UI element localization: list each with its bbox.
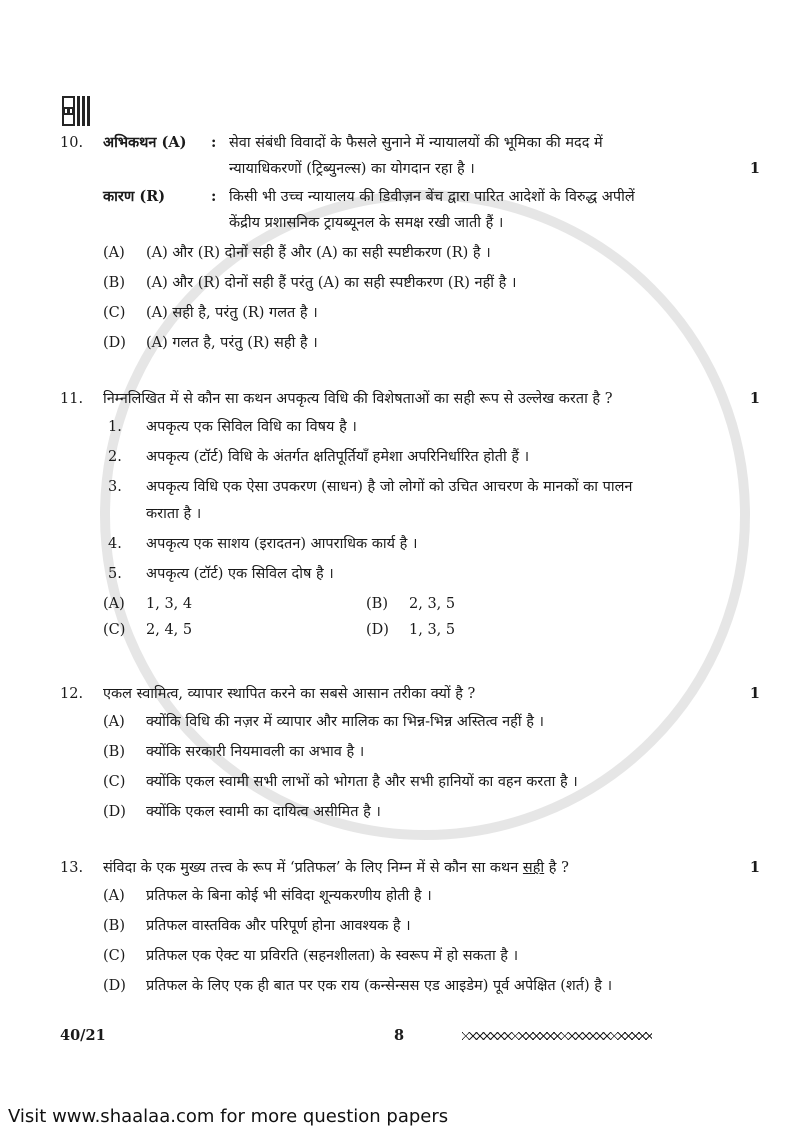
question-number: 13. — [60, 860, 84, 876]
question-text: निम्नलिखित में से कौन सा कथन अपकृत्य विधि की विशेषताओं का सही रूप से उल्लेख करता है ? — [103, 391, 613, 407]
marks: 1 — [749, 390, 760, 407]
assertion-row — [60, 133, 760, 179]
question-number: 11. — [60, 391, 84, 407]
option-c — [103, 946, 760, 966]
option-c — [103, 303, 760, 323]
question-text-part: संविदा के एक मुख्य तत्त्व के रूप में ‘प्रतिफल’ के लिए निम्न में से कौन सा कथन — [103, 860, 523, 876]
paper-code: 40/21 — [60, 1027, 106, 1044]
option-b — [103, 916, 760, 936]
option-text: प्रतिफल के लिए एक ही बात पर एक राय (कन्सेन्सस एड आइडेम) पूर्व अपेक्षित (शर्त) है । — [146, 978, 613, 994]
item-key: 2. — [108, 449, 122, 465]
option-key: (D) — [103, 335, 126, 351]
assertion-line: न्यायाधिकरणों (ट्रिब्युनल्स) का योगदान रहा है । — [229, 161, 475, 177]
option-key: (C) — [103, 622, 126, 638]
item-text: अपकृत्य (टॉर्ट) विधि के अंतर्गत क्षतिपूर्तियाँ हमेशा अपरिनिर्धारित होती हैं । — [146, 449, 530, 465]
option-a — [103, 886, 760, 906]
question-13 — [60, 858, 760, 996]
wavy-line-divider — [462, 1032, 652, 1040]
option-key: (D) — [103, 978, 126, 994]
reason-line: किसी भी उच्च न्यायालय की डिवीज़न बेंच द्वारा पारित आदेशों के विरुद्ध अपीलें — [229, 189, 635, 205]
statement-3 — [103, 477, 760, 524]
option-key: (A) — [103, 888, 125, 904]
option-d — [103, 802, 760, 822]
option-text: 1, 3, 4 — [146, 596, 193, 612]
item-text: कराता है । — [146, 506, 202, 522]
option-d — [103, 976, 760, 996]
statement-2 — [103, 447, 760, 467]
option-text: क्योंकि एकल स्वामी का दायित्व असीमित है । — [146, 804, 381, 820]
option-d — [103, 333, 760, 353]
question-11 — [60, 389, 760, 648]
option-c — [103, 772, 760, 792]
option-key: (A) — [103, 714, 125, 730]
statement-1 — [103, 417, 760, 437]
visit-link[interactable]: Visit www.shaalaa.com for more question papers — [8, 1106, 449, 1127]
question-number: 12. — [60, 686, 84, 702]
underlined-word: सही — [522, 860, 545, 876]
colon: : — [211, 188, 217, 205]
question-row — [60, 684, 760, 704]
question-number: 10. — [60, 135, 84, 151]
item-key: 3. — [108, 479, 122, 495]
colon: : — [211, 134, 217, 151]
option-text: (A) और (R) दोनों सही हैं और (A) का सही स्पष्टीकरण (R) है । — [146, 245, 491, 261]
question-text — [103, 858, 730, 878]
question-row — [60, 389, 760, 409]
question-text: एकल स्वामित्व, व्यापार स्थापित करने का सबसे आसान तरीका क्यों है ? — [103, 686, 476, 702]
option-key: (B) — [103, 275, 125, 291]
option-a — [103, 243, 760, 263]
option-text: क्योंकि एकल स्वामी सभी लाभों को भोगता है और सभी हानियों का वहन करता है । — [146, 774, 578, 790]
option-text: 1, 3, 5 — [409, 622, 456, 638]
option-key: (B) — [366, 596, 388, 612]
option-text: (A) और (R) दोनों सही हैं परंतु (A) का सही स्पष्टीकरण (R) नहीं है । — [146, 275, 517, 291]
item-text: अपकृत्य विधि एक ऐसा उपकरण (साधन) है जो लोगों को उचित आचरण के मानकों का पालन — [146, 479, 633, 495]
option-key: (C) — [103, 948, 126, 964]
reason-line: केंद्रीय प्रशासनिक ट्रायब्यूनल के समक्ष रखी जाती हैं । — [229, 215, 504, 231]
option-b — [366, 594, 629, 614]
marks: 1 — [749, 160, 760, 177]
question-10 — [60, 133, 760, 353]
option-b — [103, 742, 760, 762]
option-a — [103, 594, 366, 614]
option-text: (A) सही है, परंतु (R) गलत है । — [146, 305, 318, 321]
option-key: (B) — [103, 918, 125, 934]
question-text-part: है ? — [544, 860, 569, 876]
reason-label: कारण (R) — [103, 188, 166, 205]
option-c — [103, 620, 366, 640]
statement-4 — [103, 534, 760, 554]
item-text: अपकृत्य एक सिविल विधि का विषय है । — [146, 419, 357, 435]
option-key: (D) — [103, 804, 126, 820]
page-footer — [60, 1026, 760, 1046]
item-key: 1. — [108, 419, 122, 435]
question-row — [60, 858, 760, 878]
item-text: अपकृत्य एक साशय (इरादतन) आपराधिक कार्य है । — [146, 536, 418, 552]
question-12 — [60, 684, 760, 822]
option-a — [103, 712, 760, 732]
option-b — [103, 273, 760, 293]
option-key: (C) — [103, 774, 126, 790]
option-text: 2, 4, 5 — [146, 622, 193, 638]
option-text: प्रतिफल के बिना कोई भी संविदा शून्यकरणीय होती है । — [146, 888, 432, 904]
assertion-label: अभिकथन (A) — [103, 134, 187, 151]
option-key: (B) — [103, 744, 125, 760]
item-text-block — [146, 477, 760, 524]
option-text: 2, 3, 5 — [409, 596, 456, 612]
option-text: प्रतिफल एक ऐक्ट या प्रविरति (सहनशीलता) के स्वरूप में हो सकता है । — [146, 948, 519, 964]
item-text: अपकृत्य (टॉर्ट) एक सिविल दोष है । — [146, 566, 334, 582]
option-d — [366, 620, 629, 640]
marks: 1 — [749, 685, 760, 702]
marks: 1 — [749, 859, 760, 876]
option-text: (A) गलत है, परंतु (R) सही है । — [146, 335, 318, 351]
option-key: (D) — [366, 622, 389, 638]
statement-5 — [103, 564, 760, 584]
assertion-text — [229, 133, 730, 179]
options-row — [103, 620, 760, 648]
option-key: (A) — [103, 245, 125, 261]
reason-row — [60, 187, 760, 233]
option-text: क्योंकि विधि की नज़र में व्यापार और मालिक का भिन्न-भिन्न अस्तित्व नहीं है । — [146, 714, 545, 730]
option-key: (A) — [103, 596, 125, 612]
option-text: प्रतिफल वास्तविक और परिपूर्ण होना आवश्यक है । — [146, 918, 411, 934]
option-text: क्योंकि सरकारी नियमावली का अभाव है । — [146, 744, 365, 760]
reason-text — [229, 187, 730, 233]
page-number: 8 — [394, 1027, 405, 1044]
options-row — [103, 594, 760, 620]
item-key: 4. — [108, 536, 122, 552]
item-key: 5. — [108, 566, 122, 582]
assertion-line: सेवा संबंधी विवादों के फैसले सुनाने में न्यायालयों की भूमिका की मदद में — [229, 135, 603, 151]
option-key: (C) — [103, 305, 126, 321]
